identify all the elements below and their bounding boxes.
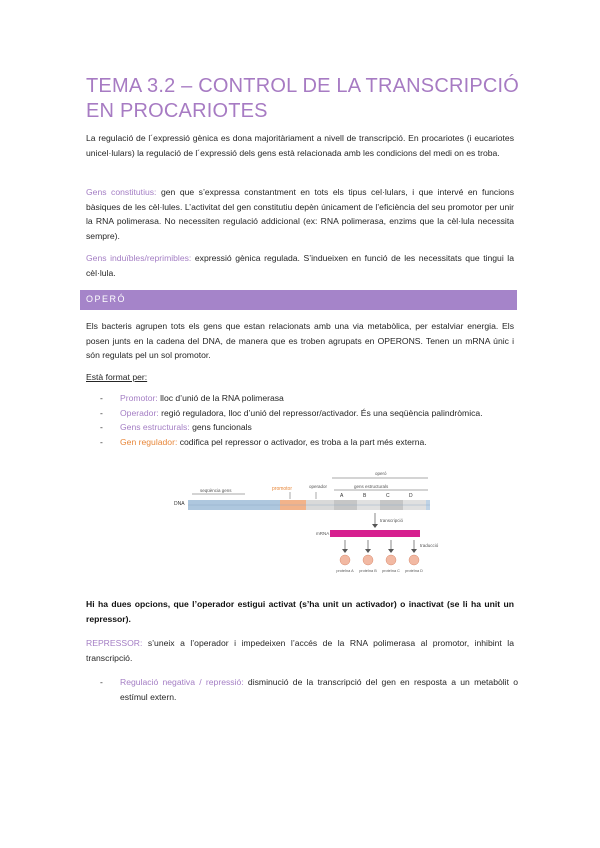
- structural-genes-label: gens estructurals: [354, 484, 389, 489]
- regulation-list: [100, 675, 518, 704]
- section-heading-bar: [80, 290, 517, 310]
- induibles-text: expressió gènica regulada. S’indueixen en funció de les necessitats que tingui la cèl·lula.: [86, 253, 514, 278]
- protein-c-label: proteïna C: [382, 569, 400, 573]
- protein-a-label: proteïna A: [336, 569, 354, 573]
- constitutius-text: gen que s’expressa constantment en tots els tipus cel·lulars, i que intervé en funcions bàsiques de les cèl·lules. L’activitat del gen constitutiu depèn únicament de l’eficiència del seu promotor per unir la RNA polimerasa. No necessiten regulació addicional (ex: RNA polimerasa, enzims que la cèl·lula necessita sempre).: [86, 187, 514, 241]
- gene-d-label: D: [409, 493, 413, 499]
- transcription-label: transcripció: [380, 518, 404, 523]
- section-heading: OPERÓ: [86, 294, 127, 304]
- list-item: - Promotor: lloc d’unió de la RNA polimerasa: [100, 393, 284, 403]
- regulatory-seq-label: seqüència gens: [200, 488, 232, 493]
- format-label: Està format per:: [86, 372, 148, 382]
- promoter-label: promotor: [272, 486, 293, 492]
- operon-label: operó: [375, 471, 387, 476]
- list-item: - Regulació negativa / repressió: disminució de la transcripció del gen en resposta a un metabòlit o estímul extern.: [100, 677, 519, 702]
- protein-d-label: proteïna D: [405, 569, 423, 573]
- repressor-term: REPRESSOR:: [86, 638, 143, 648]
- intro-paragraph: La regulació de l´expressió gènica es dona majoritàriament a nivell de transcripció. En procariotes (i eucariotes unicel·lulars) la regulació de l´expressió dels gens està relacionada amb les condicions del medi on es troba.: [86, 133, 514, 158]
- operator-label: operador: [309, 484, 328, 489]
- list-item: - Gens estructurals: gens funcionals: [100, 422, 252, 433]
- constitutius-term: Gens constitutius:: [86, 187, 157, 197]
- list-item: - Operador: regió reguladora, lloc d’unió del repressor/activador. És una seqüència palindròmica.: [100, 407, 483, 418]
- list-item: - Gen regulador: codifica pel repressor o activador, es troba a la part més externa.: [100, 436, 427, 447]
- mrna-strand: [330, 530, 420, 537]
- gene-b-label: B: [363, 493, 367, 499]
- induibles-term: Gens induïbles/reprimibles:: [86, 253, 192, 263]
- protein-a: [340, 555, 350, 565]
- constitutius-paragraph: [86, 185, 514, 243]
- dna-label: DNA: [174, 501, 185, 507]
- repressor-paragraph: [86, 636, 514, 665]
- protein-c: [386, 555, 396, 565]
- induibles-paragraph: [86, 251, 514, 280]
- repressor-text: s’uneix a l’operador i impedeixen l’accés de la RNA polimerasa al promotor, inhibint la transcripció.: [86, 638, 514, 663]
- gene-c-label: C: [386, 493, 390, 499]
- translation-label: traducció: [420, 543, 439, 548]
- operon-diagram: [170, 470, 440, 590]
- two-options-paragraph: Hi ha dues opcions, que l’operador estigui activat (s’ha unit un activador) o inactivat (se li ha unit un repressor).: [86, 599, 514, 624]
- page-title: TEMA 3.2 – CONTROL DE LA TRANSCRIPCIÓ EN PROCARIOTES: [86, 75, 520, 122]
- protein-b-label: proteïna B: [359, 569, 377, 573]
- mrna-label: mRNA: [316, 531, 330, 536]
- protein-d: [409, 555, 419, 565]
- operon-paragraph: Els bacteris agrupen tots els gens que estan relacionats amb una via metabòlica, per estalviar energia. Els posen junts en la cadena del DNA, de manera que es troben agrupats en OPERONS. Tenen un mRNA únic i són regulats pel un sol promotor.: [86, 321, 514, 361]
- components-list: [100, 391, 518, 449]
- gene-a-label: A: [340, 493, 344, 499]
- protein-b: [363, 555, 373, 565]
